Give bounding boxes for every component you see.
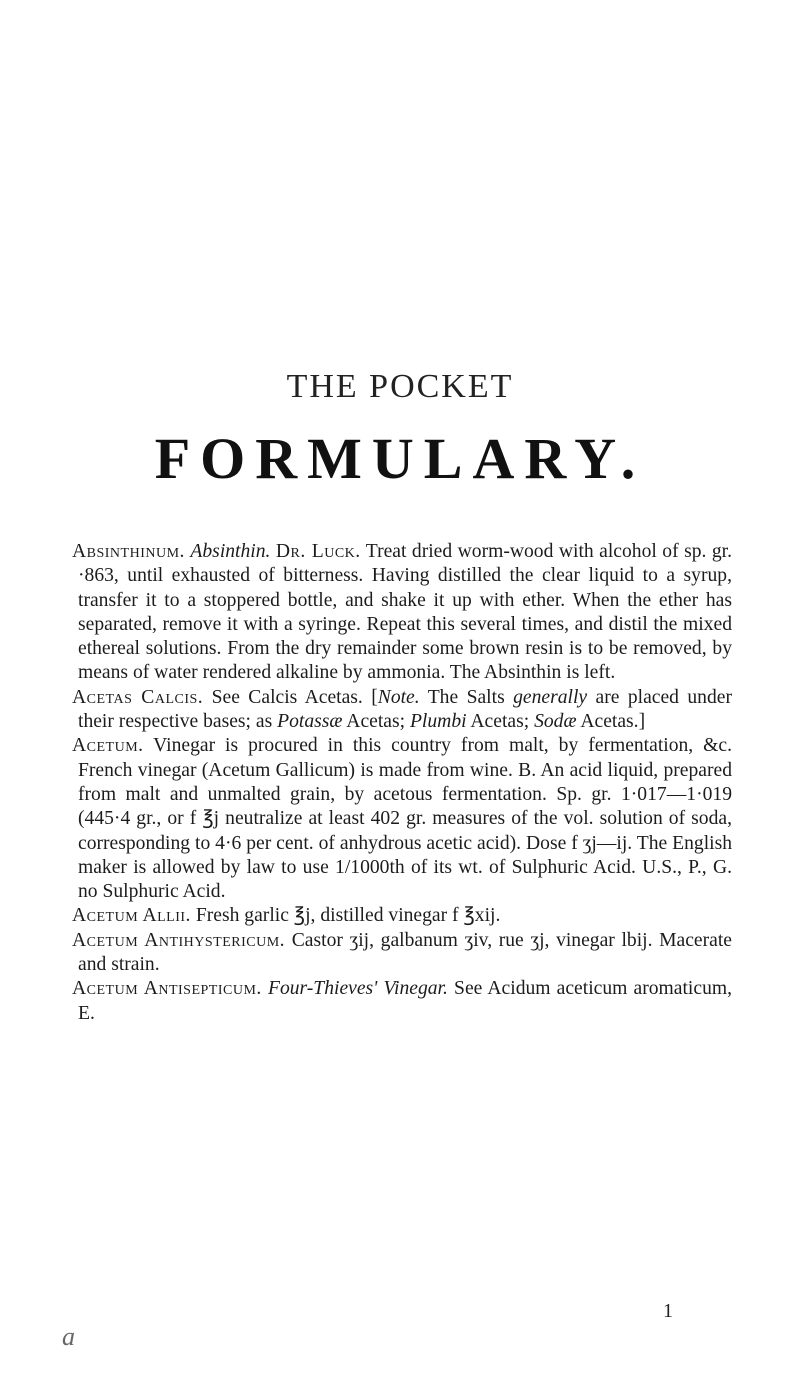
entry-heading: Acetum Antihystericum. xyxy=(72,929,286,951)
entry-acetum-allii xyxy=(72,904,732,928)
example-name: Plumbi xyxy=(409,711,467,733)
entry-author: Dr. Luck. xyxy=(275,541,361,562)
example-name: Sodæ xyxy=(534,711,577,733)
entry-name: Absinthin. xyxy=(190,541,271,562)
title-line-1: THE POCKET xyxy=(286,368,514,405)
entry-text: Fresh garlic ℥j, distilled vinegar f ℥xij. xyxy=(195,905,501,927)
title-line-2: FORMULARY. xyxy=(154,426,646,491)
entry-heading: Acetum Antisepticum. xyxy=(72,978,262,1000)
entry-text: Castor ʒij, galbanum ʒiv, rue ʒj, vinegar lbij. Macerate and strain. xyxy=(78,929,732,976)
entry-name: Four-Thieves' Vinegar. xyxy=(267,978,448,1000)
example-text: Acetas.] xyxy=(580,711,646,733)
entry-acetum-antihystericum xyxy=(72,929,732,978)
entry-heading: Acetum. xyxy=(72,735,144,757)
example-text: Acetas; xyxy=(346,711,406,733)
note-text: are placed under their respective bases; as xyxy=(78,686,732,733)
note-label: Note. xyxy=(377,686,420,708)
entry-text: Vinegar is procured in this country from malt, by fermentation, &c. French vinegar (Acetum Gallicum) is made from wine. B. An acid liquid, prepared from malt and unmalted grain, by acetous fermentation. Sp. gr. 1·017—1·019 (445·4 gr., or f ℥j neutralize at least 402 gr. measures of the vol. solution of soda, corresponding to 4·6 per cent. of anhydrous acetic acid). Dose f ʒj—ij. The English maker is allowed by law to use 1/1000th of its wt. of Sulphuric Acid. U.S., P., G. no Sulphuric Acid. xyxy=(78,735,732,903)
page-number: 1 xyxy=(663,1300,673,1322)
formulary-entries xyxy=(72,540,732,1026)
example-text: Acetas; xyxy=(470,711,530,733)
entry-acetum xyxy=(72,734,732,904)
entry-heading: Absinthinum. xyxy=(72,541,185,562)
example-name: Potassæ xyxy=(277,711,343,733)
note-text: The Salts xyxy=(427,686,505,708)
entry-acetum-antisepticum xyxy=(72,977,732,1026)
entry-heading: Acetum Allii. xyxy=(72,905,191,927)
margin-mark: a xyxy=(62,1322,75,1351)
entry-text: See Acidum aceticum aromaticum, E. xyxy=(78,978,732,1024)
entry-text: Treat dried worm-wood with alcohol of sp. gr. ·863, until exhausted of bitterness. Having distilled the clear liquid to a syrup, transfer it to a stoppered bottle, and shake it up with ether. When the ether has separated, remove it with a syringe. Repeat this several times, and distil the mixed ethereal solutions. From the dry remainder some brown resin is to be removed, by means of water rendered alkaline by ammonia. The Absinthin is left. xyxy=(78,541,732,684)
note-italic: generally xyxy=(513,686,588,708)
entry-text: See Calcis Acetas. [ xyxy=(211,686,378,708)
entry-absinthinum xyxy=(72,540,732,686)
entry-heading: Acetas Calcis. xyxy=(72,686,204,708)
entry-acetas-calcis xyxy=(72,686,732,735)
